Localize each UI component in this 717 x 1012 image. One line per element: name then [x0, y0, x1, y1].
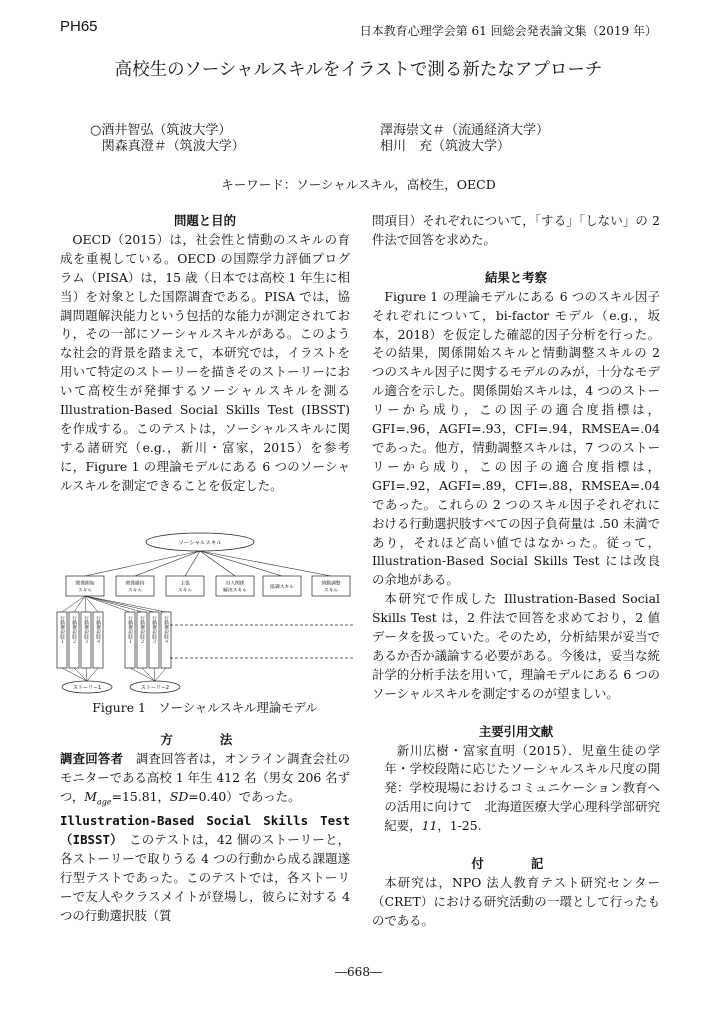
- right-column: [372, 212, 660, 931]
- factor-label: 協調スキル: [270, 585, 294, 590]
- item-label: 行動選択肢１: [127, 616, 133, 644]
- text-run: =0.40）であった。: [188, 788, 301, 804]
- item-label: 行動選択肢４: [163, 616, 169, 644]
- text-run: 新川広樹・富家直明（2015）．児童生徒の学年・学校段階に応じたソーシャルスキル尺度の開発：学校現場におけるコミュニケーション教育への活用に向けて 北海道医療大学心理科学部研究紀要，: [384, 742, 660, 834]
- left-column-top: [60, 212, 350, 496]
- paragraph: 本研究は，NPO 法人教育テスト研究センター（CRET）における研究活動の一環として行ったものである。: [372, 875, 660, 928]
- page-number: ―668―: [335, 965, 382, 979]
- factor-nodes: [66, 551, 350, 596]
- text-run: 調査回答者は，オンライン調査会社のモニターである高校 1 年生 412 名（男女 206 名ずつ，: [60, 750, 350, 804]
- text-run: ，1-25.: [437, 818, 482, 834]
- story-label-1: ストーリー1: [72, 685, 102, 691]
- paragraph: 問項目）それぞれについて，「する」「しない」の 2 件法で回答を求めた。: [372, 213, 660, 247]
- conference-name: 日本教育心理学会第 61 回総会発表論文集（2019 年）: [359, 24, 657, 38]
- item-label: 行動選択肢４: [95, 616, 101, 644]
- keywords: キーワード：ソーシャルスキル，高校生，OECD: [221, 177, 496, 192]
- left-column-bottom: [60, 731, 350, 926]
- subsection-heading: Illustration-Based Social Skills Test（IBSST）: [60, 813, 350, 847]
- reference: [372, 742, 660, 837]
- factor-label: スキル: [77, 588, 93, 594]
- factor-label: スキル: [127, 588, 143, 594]
- subsection-heading: 調査回答者: [60, 750, 124, 766]
- item-nodes: [57, 596, 171, 681]
- text-run: このテストは，42 個のストーリーと，各ストーリーで取りうる 4 つの行動から成る課題遂行型テストであった。このテストでは，各ストーリーで友人やクラスメイトが登場し，彼らに対する 4 つの行動選択肢（質: [60, 832, 350, 923]
- factor-label: 関係開始: [75, 581, 95, 587]
- theory-model-figure: [55, 530, 355, 698]
- factor-label: 対人関係: [225, 581, 245, 587]
- item-label: 行動選択肢２: [71, 616, 77, 644]
- paragraph: OECD（2015）は，社会性と情動のスキルの育成を重視している。OECD の国際学力評価プログラム（PISA）は，15 歳（日本では高校 1 年生に相当）を対象とした国際調査である。PISA では，協調問題解決能力という包括的な能力が測定されており，その一部にソーシャルスキルがある。このような社会的背景を踏まえて，本研究では，イラストを用いて特定のストーリーを描きそのストーリーにおいて高校生が発揮するソーシャルスキルを測る Illustration-Based Social Skills Test (IBSST) を作成する。このテストは，ソーシャルスキルに関する諸研究（e.g.，新川・富家，2015）を参考に，Figure 1 の理論モデルにある 6 つのソーシャルスキルを測定できることを仮定した。: [60, 231, 350, 493]
- factor-label: 情動調整: [321, 581, 341, 587]
- author: ○酒井智弘（筑波大学）: [90, 123, 232, 138]
- item-label: 行動選択肢３: [83, 616, 89, 644]
- factor-label: 解決スキル: [223, 588, 247, 594]
- authors-right: [380, 123, 549, 155]
- paragraph: 本研究で作成した Illustration-Based Social Skills Test は，2 件法で回答を求めており，2 値データを扱っていた。そのため，分析結果が妥当であるか否か議論する必要がある。今後は，妥当な統計学的分析手法を用いて，理論モデルにある 6 つのソーシャルスキルを測定するのが望ましい。: [372, 591, 660, 701]
- factor-label: スキル: [177, 588, 193, 594]
- author: 相川 充（筑波大学）: [380, 139, 511, 154]
- paragraph: [60, 750, 350, 812]
- item-label: 行動選択肢１: [59, 616, 65, 644]
- item-label: 行動選択肢２: [139, 616, 145, 644]
- root-label: ソーシャルスキル: [178, 540, 222, 547]
- text-run: =15.81，: [111, 788, 170, 804]
- section-heading: 方 法: [160, 732, 250, 747]
- author: 関森真澄＃（筑波大学）: [101, 139, 245, 154]
- paper-title: 高校生のソーシャルスキルをイラストで測る新たなアプローチ: [114, 60, 603, 80]
- factor-label: 関係維持: [125, 581, 145, 587]
- paper-code: PH65: [60, 18, 98, 35]
- story-label-2: ストーリー2: [140, 685, 170, 691]
- volume: 11: [421, 818, 438, 834]
- paragraph: Figure 1 の理論モデルにある 6 つのスキル因子それぞれについて，bi-factor モデル（e.g.，坂本，2018）を仮定した確認的因子分析を行った。その結果，関係開始スキルと情動調整スキルの 2 つのスキル因子に関するモデルのみが，十分なモデル適合を示した。関係開始スキルは，4 つのストーリーから成り，この因子の適合度指標は，GFI=.96，AGFI=.93，CFI=.94，RMSEA=.04 であった。他方，情動調整スキルは，7 つのストーリーから成り，この因子の適合度指標は，GFI=.92，AGFI=.89，CFI=.88，RMSEA=.04 であった。これらの 2 つのスキル因子それぞれにおける行動選択肢すべての因子負荷量は .50 未満であり，それほど高い値ではなかった。従って，Illustration-Based Social Skills Test には改良の余地がある。: [372, 288, 660, 588]
- figure-caption: Figure 1 ソーシャルスキル理論モデル: [92, 700, 318, 715]
- section-heading: 主要引用文献: [478, 723, 554, 739]
- factor-label: スキル: [323, 588, 339, 594]
- section-heading: 付 記: [471, 856, 561, 872]
- authors-left: [90, 123, 245, 155]
- stat-symbol: M: [84, 788, 97, 804]
- section-heading: 問題と目的: [174, 213, 236, 228]
- stat-symbol: SD: [169, 788, 189, 804]
- factor-label: 主張: [180, 581, 190, 587]
- item-label: 行動選択肢３: [151, 616, 157, 644]
- paragraph: [60, 812, 350, 925]
- stat-subscript: age: [96, 797, 112, 807]
- section-heading: 結果と考察: [485, 269, 547, 285]
- author: 澤海崇文＃（流通経済大学）: [380, 123, 550, 138]
